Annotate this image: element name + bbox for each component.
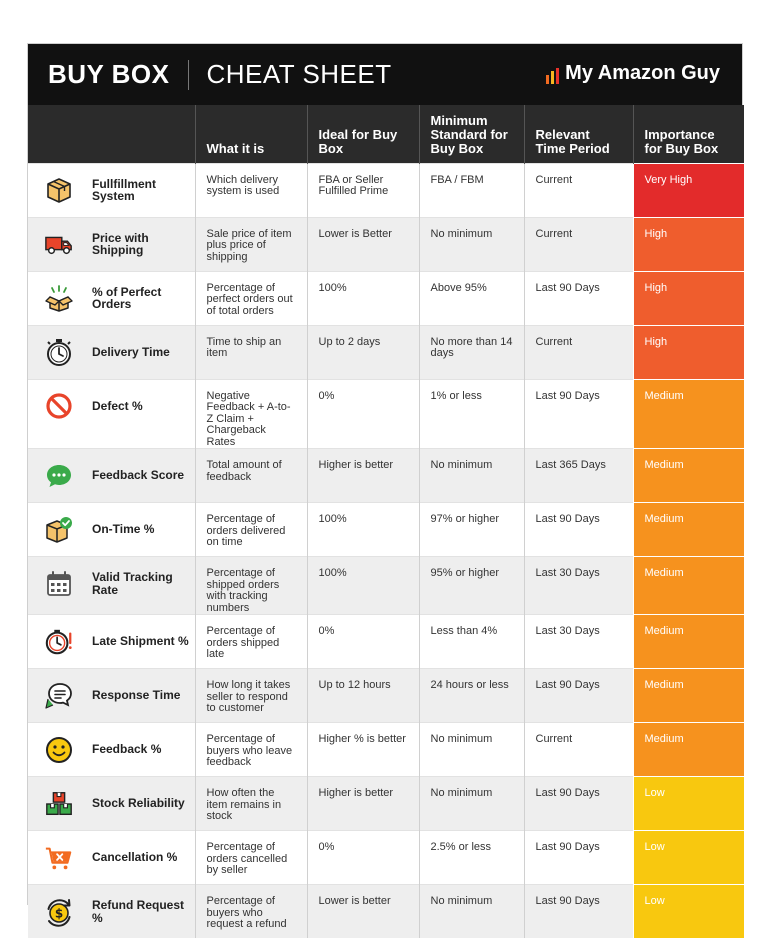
- metric-label: Feedback %: [92, 743, 161, 756]
- metric-cell: [28, 885, 195, 938]
- metric-cell: [28, 777, 195, 831]
- minimum-standard-cell: 97% or higher: [419, 503, 524, 557]
- minimum-standard-cell: Above 95%: [419, 271, 524, 325]
- minimum-standard-cell: 95% or higher: [419, 557, 524, 615]
- metric-cell: [28, 163, 195, 217]
- table-row: [28, 449, 744, 503]
- ideal-cell: 0%: [307, 379, 419, 449]
- metric-cell: [28, 557, 195, 615]
- ideal-cell: Up to 2 days: [307, 325, 419, 379]
- metric-label: Feedback Score: [92, 469, 184, 482]
- header-row: [28, 105, 744, 163]
- importance-cell: Medium: [633, 723, 744, 777]
- time-period-cell: Last 90 Days: [524, 885, 633, 938]
- header-banner: [28, 44, 742, 105]
- time-period-cell: Last 90 Days: [524, 777, 633, 831]
- metric-label: On-Time %: [92, 523, 154, 536]
- stopwatch-icon: [44, 337, 74, 367]
- ideal-cell: Higher is better: [307, 777, 419, 831]
- metric-label: Delivery Time: [92, 346, 170, 359]
- open-box-icon: [44, 283, 74, 313]
- importance-cell: Medium: [633, 379, 744, 449]
- importance-cell: Medium: [633, 449, 744, 503]
- ideal-cell: Lower is Better: [307, 217, 419, 271]
- minimum-standard-cell: Less than 4%: [419, 615, 524, 669]
- metric-label: Late Shipment %: [92, 635, 189, 648]
- what-it-is-cell: Percentage of perfect orders out of total orders: [195, 271, 307, 325]
- metric-label: Stock Reliability: [92, 797, 185, 810]
- metric-cell: [28, 503, 195, 557]
- importance-cell: High: [633, 217, 744, 271]
- brand-bars-icon: [546, 68, 561, 84]
- what-it-is-cell: Negative Feedback + A-to-Z Claim + Chargeback Rates: [195, 379, 307, 449]
- ideal-cell: Up to 12 hours: [307, 669, 419, 723]
- ideal-cell: FBA or Seller Fulfilled Prime: [307, 163, 419, 217]
- table-row: [28, 557, 744, 615]
- brand-logo: [546, 62, 720, 84]
- table-row: [28, 217, 744, 271]
- calendar-icon: [44, 569, 74, 599]
- metric-cell: [28, 615, 195, 669]
- importance-cell: Medium: [633, 557, 744, 615]
- table-row: [28, 885, 744, 938]
- chat-bubble-icon: [44, 461, 74, 491]
- title-bold: BUY BOX: [48, 59, 170, 90]
- minimum-standard-cell: FBA / FBM: [419, 163, 524, 217]
- prohibited-icon: [44, 391, 74, 421]
- package-box-icon: [44, 175, 74, 205]
- table-row: [28, 325, 744, 379]
- importance-cell: Medium: [633, 669, 744, 723]
- importance-cell: Medium: [633, 503, 744, 557]
- importance-cell: Low: [633, 777, 744, 831]
- metric-cell: [28, 723, 195, 777]
- metric-label: Defect %: [92, 400, 143, 413]
- metric-cell: [28, 831, 195, 885]
- what-it-is-cell: Percentage of shipped orders with tracking numbers: [195, 557, 307, 615]
- what-it-is-cell: Time to ship an item: [195, 325, 307, 379]
- table-row: [28, 379, 744, 449]
- what-it-is-cell: How often the item remains in stock: [195, 777, 307, 831]
- column-header-period: Relevant Time Period: [524, 105, 633, 163]
- ideal-cell: Higher % is better: [307, 723, 419, 777]
- cheat-sheet: [27, 43, 743, 905]
- metric-cell: [28, 271, 195, 325]
- metric-label: % of Perfect Orders: [92, 286, 195, 311]
- title-divider: [188, 60, 189, 90]
- what-it-is-cell: Total amount of feedback: [195, 449, 307, 503]
- time-period-cell: Last 30 Days: [524, 557, 633, 615]
- time-period-cell: Current: [524, 723, 633, 777]
- minimum-standard-cell: No minimum: [419, 449, 524, 503]
- table-row: [28, 777, 744, 831]
- metric-label: Valid Tracking Rate: [92, 571, 195, 596]
- minimum-standard-cell: No minimum: [419, 777, 524, 831]
- table-row: [28, 271, 744, 325]
- ideal-cell: 100%: [307, 557, 419, 615]
- column-header-what: What it is: [195, 105, 307, 163]
- metric-label: Fullfillment System: [92, 178, 195, 203]
- time-period-cell: Current: [524, 163, 633, 217]
- time-period-cell: Last 90 Days: [524, 831, 633, 885]
- metric-cell: [28, 379, 195, 449]
- metric-cell: [28, 325, 195, 379]
- stacked-boxes-icon: [44, 789, 74, 819]
- column-header-metric: [28, 105, 195, 163]
- minimum-standard-cell: 1% or less: [419, 379, 524, 449]
- time-period-cell: Last 365 Days: [524, 449, 633, 503]
- ideal-cell: 100%: [307, 503, 419, 557]
- metric-label: Refund Request %: [92, 899, 195, 924]
- table-row: [28, 163, 744, 217]
- what-it-is-cell: Percentage of orders shipped late: [195, 615, 307, 669]
- metric-label: Response Time: [92, 689, 180, 702]
- column-header-importance: Importance for Buy Box: [633, 105, 744, 163]
- column-header-minimum: Minimum Standard for Buy Box: [419, 105, 524, 163]
- column-header-ideal: Ideal for Buy Box: [307, 105, 419, 163]
- time-period-cell: Last 90 Days: [524, 503, 633, 557]
- table-row: [28, 831, 744, 885]
- time-period-cell: Last 90 Days: [524, 669, 633, 723]
- cheat-sheet-table: [28, 105, 744, 938]
- what-it-is-cell: Percentage of buyers who leave feedback: [195, 723, 307, 777]
- smiley-icon: [44, 735, 74, 765]
- table-row: [28, 723, 744, 777]
- title-light: CHEAT SHEET: [207, 59, 392, 90]
- ideal-cell: 0%: [307, 831, 419, 885]
- minimum-standard-cell: 24 hours or less: [419, 669, 524, 723]
- refund-coin-icon: [44, 897, 74, 927]
- time-period-cell: Current: [524, 325, 633, 379]
- importance-cell: Low: [633, 885, 744, 938]
- metric-cell: [28, 217, 195, 271]
- importance-cell: High: [633, 271, 744, 325]
- metric-cell: [28, 449, 195, 503]
- box-check-icon: [44, 515, 74, 545]
- table-row: [28, 615, 744, 669]
- minimum-standard-cell: No minimum: [419, 723, 524, 777]
- time-period-cell: Last 90 Days: [524, 271, 633, 325]
- what-it-is-cell: Sale price of item plus price of shipping: [195, 217, 307, 271]
- metric-label: Cancellation %: [92, 851, 177, 864]
- cart-cancel-icon: [44, 843, 74, 873]
- minimum-standard-cell: 2.5% or less: [419, 831, 524, 885]
- ideal-cell: Higher is better: [307, 449, 419, 503]
- time-period-cell: Last 30 Days: [524, 615, 633, 669]
- minimum-standard-cell: No minimum: [419, 885, 524, 938]
- ideal-cell: 100%: [307, 271, 419, 325]
- importance-cell: Medium: [633, 615, 744, 669]
- minimum-standard-cell: No more than 14 days: [419, 325, 524, 379]
- metric-cell: [28, 669, 195, 723]
- what-it-is-cell: Percentage of buyers who request a refund: [195, 885, 307, 938]
- what-it-is-cell: Percentage of orders delivered on time: [195, 503, 307, 557]
- brand-name: My Amazon Guy: [565, 62, 720, 84]
- what-it-is-cell: Percentage of orders cancelled by seller: [195, 831, 307, 885]
- ideal-cell: 0%: [307, 615, 419, 669]
- metric-label: Price with Shipping: [92, 232, 195, 257]
- time-period-cell: Current: [524, 217, 633, 271]
- table-row: [28, 669, 744, 723]
- what-it-is-cell: Which delivery system is used: [195, 163, 307, 217]
- minimum-standard-cell: No minimum: [419, 217, 524, 271]
- importance-cell: High: [633, 325, 744, 379]
- delivery-truck-icon: [44, 229, 74, 259]
- svg-text:$: $: [55, 906, 63, 920]
- what-it-is-cell: How long it takes seller to respond to customer: [195, 669, 307, 723]
- importance-cell: Very High: [633, 163, 744, 217]
- time-period-cell: Last 90 Days: [524, 379, 633, 449]
- ideal-cell: Lower is better: [307, 885, 419, 938]
- importance-cell: Low: [633, 831, 744, 885]
- table-row: [28, 503, 744, 557]
- message-icon: [44, 681, 74, 711]
- late-clock-icon: [44, 627, 74, 657]
